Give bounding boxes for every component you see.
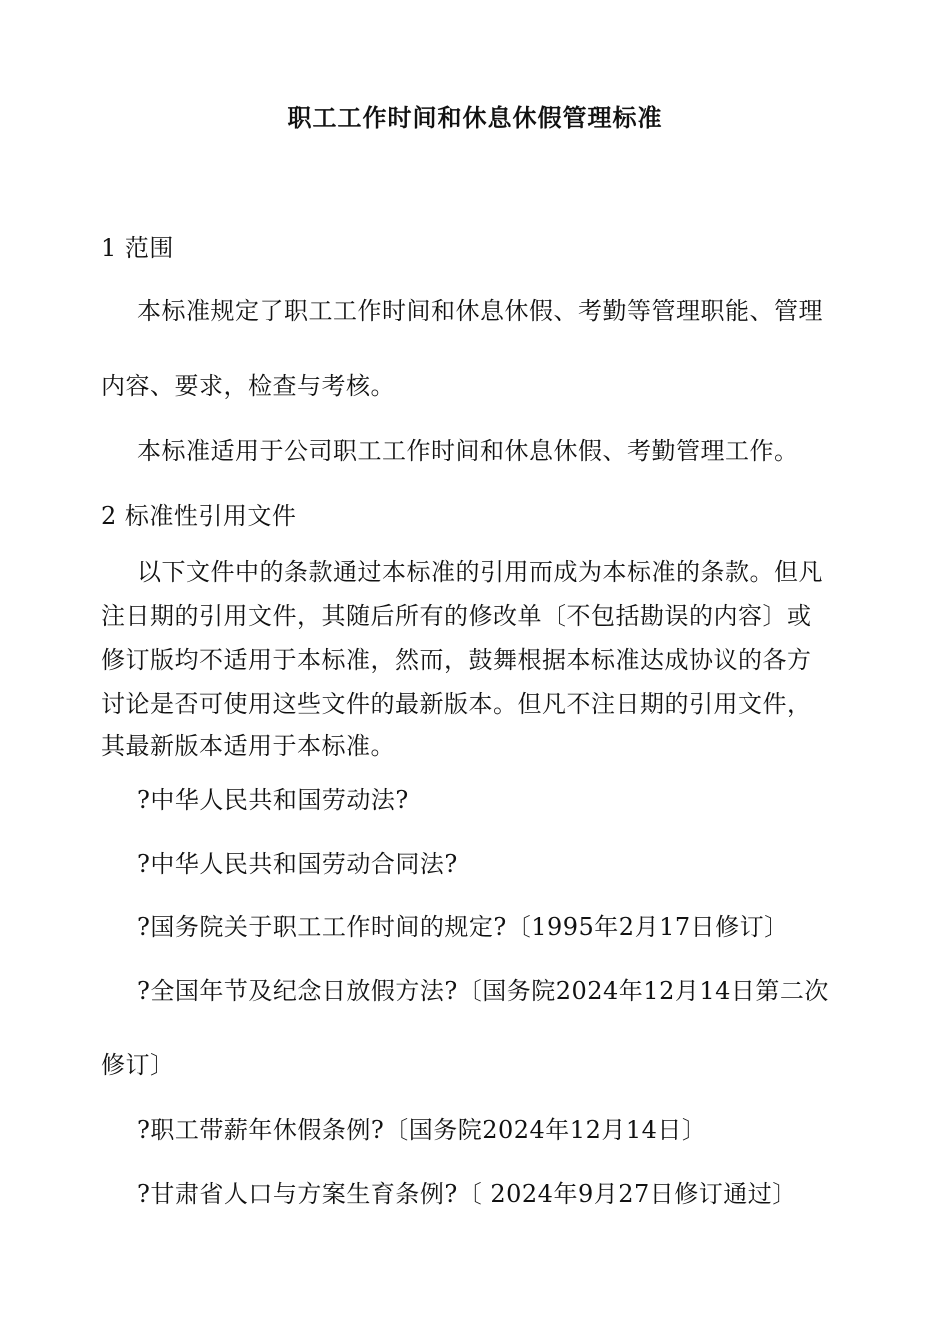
section-1-paragraph-1-line-1: 本标准规定了职工工作时间和休息休假、考勤等管理职能、管理 (137, 297, 823, 325)
section-2-paragraph-line-5: 其最新版本适用于本标准。 (101, 732, 395, 760)
section-2-heading: 2 标准性引用文件 (101, 502, 297, 530)
section-1-paragraph-2: 本标准适用于公司职工工作时间和休息休假、考勤管理工作。 (137, 437, 799, 465)
section-2-paragraph-line-4: 讨论是否可使用这些文件的最新版本。但凡不注日期的引用文件， (101, 690, 812, 718)
document-title: 职工工作时间和休息休假管理标准 (287, 103, 663, 132)
reference-item-labor-contract-law: ?中华人民共和国劳动合同法? (137, 850, 458, 878)
reference-item-holidays-measures: ?全国年节及纪念日放假方法?〔国务院2024年12月14日第二次 (137, 977, 829, 1005)
reference-item-holidays-measures-continued: 修订〕 (101, 1051, 175, 1079)
section-1-heading: 1 范围 (101, 234, 174, 262)
reference-item-gansu-population-regulation: ?甘肃省人口与方案生育条例?〔 2024年9月27日修订通过〕 (137, 1180, 797, 1208)
section-2-paragraph-line-3: 修订版均不适用于本标准，然而，鼓舞根据本标准达成协议的各方 (101, 646, 812, 674)
reference-item-paid-annual-leave: ?职工带薪年休假条例?〔国务院2024年12月14日〕 (137, 1116, 707, 1144)
reference-item-labor-law: ?中华人民共和国劳动法? (137, 786, 409, 814)
section-2-paragraph-line-2: 注日期的引用文件，其随后所有的修改单〔不包括勘误的内容〕或 (101, 602, 812, 630)
reference-item-working-hours-regulation: ?国务院关于职工工作时间的规定?〔1995年2月17日修订〕 (137, 913, 789, 941)
section-2-paragraph-line-1: 以下文件中的条款通过本标准的引用而成为本标准的条款。但凡 (137, 558, 823, 586)
section-1-paragraph-1-line-2: 内容、要求，检查与考核。 (101, 372, 395, 400)
